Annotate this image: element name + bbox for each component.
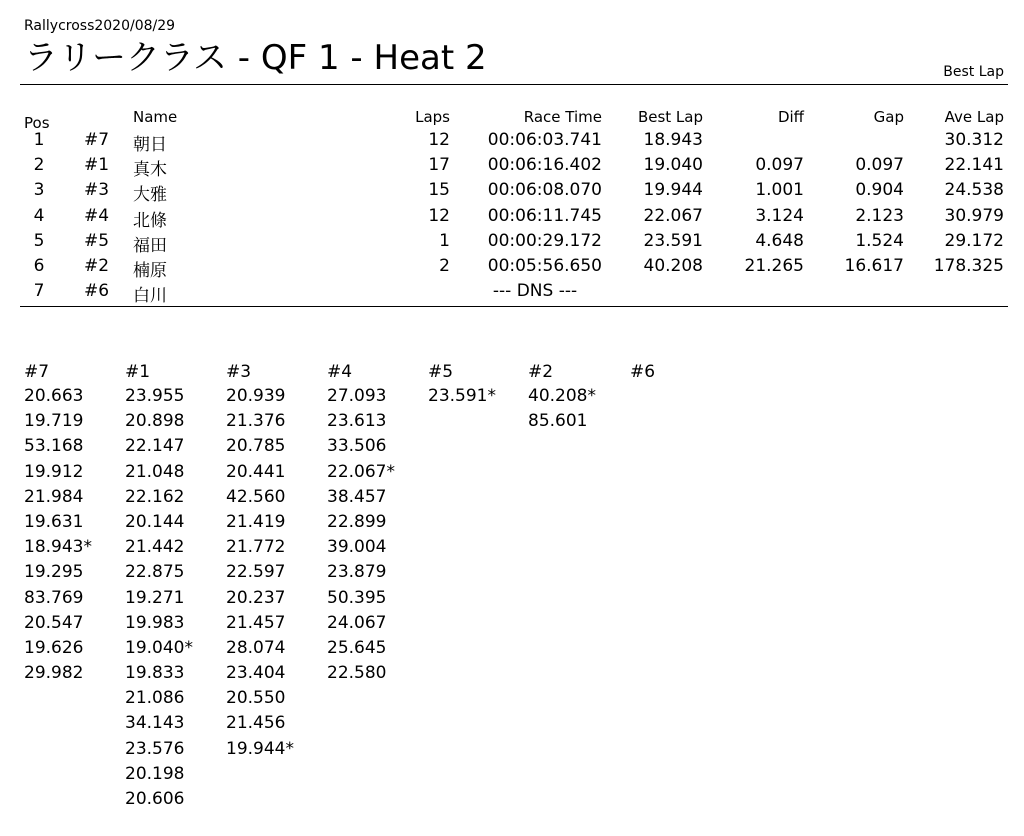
lap-time: 20.547 — [24, 612, 84, 633]
lap-column-car-number: #4 — [327, 362, 353, 382]
lap-time: 20.144 — [125, 511, 185, 532]
best-lap-cell: 18.943 — [643, 130, 703, 150]
laps-cell: 2 — [439, 256, 450, 276]
car-number-cell: #5 — [84, 230, 110, 251]
diff-cell: 21.265 — [744, 256, 804, 276]
gap-cell: 1.524 — [855, 230, 904, 251]
pos-cell: 4 — [33, 205, 45, 226]
lap-time: 83.769 — [24, 587, 84, 608]
driver-name-cell: 大雅 — [133, 185, 167, 206]
result-row — [0, 130, 1024, 155]
lap-time: 22.899 — [327, 511, 387, 532]
laps-cell: 15 — [428, 180, 450, 201]
car-number-cell: #6 — [84, 281, 110, 302]
car-number-cell: #1 — [84, 155, 110, 176]
lap-time: 19.912 — [24, 461, 84, 482]
result-row — [0, 281, 1024, 306]
lap-time: 50.395 — [327, 587, 387, 608]
lap-column — [630, 360, 655, 384]
lap-column — [428, 360, 496, 409]
lap-time: 21.086 — [125, 688, 185, 709]
lap-time: 20.898 — [125, 411, 185, 432]
race-time-cell: --- DNS --- — [492, 281, 578, 302]
lap-column-car-number: #6 — [630, 362, 656, 382]
lap-time: 19.833 — [125, 663, 185, 684]
ave-lap-cell: 178.325 — [933, 256, 1004, 276]
lap-time: 20.939 — [226, 386, 286, 406]
driver-name-cell: 福田 — [133, 235, 167, 256]
lap-time: 33.506 — [327, 436, 387, 457]
pos-cell: 1 — [33, 130, 45, 150]
lap-column-car-number: #2 — [528, 362, 554, 382]
best-lap-cell: 40.208 — [643, 256, 703, 276]
diff-cell: 4.648 — [755, 230, 804, 251]
lap-time: 19.626 — [24, 637, 84, 658]
lap-time: 53.168 — [24, 436, 84, 457]
race-time-cell: 00:05:56.650 — [487, 256, 602, 276]
lap-time: 24.067 — [327, 612, 387, 633]
lap-time: 38.457 — [327, 486, 387, 507]
column-header-gap: Gap — [873, 108, 904, 126]
lap-time: 22.580 — [327, 663, 387, 684]
lap-time: 21.984 — [24, 486, 84, 507]
car-number-cell: #2 — [84, 256, 110, 276]
driver-name-cell: 朝日 — [133, 135, 167, 155]
lap-time: 21.048 — [125, 461, 185, 482]
gap-cell: 0.097 — [855, 155, 904, 176]
lap-time: 34.143 — [125, 713, 185, 734]
race-time-cell: 00:00:29.172 — [487, 230, 602, 251]
lap-time: 23.613 — [327, 411, 387, 432]
race-time-cell: 00:06:16.402 — [487, 155, 602, 176]
page-title: ラリークラス - QF 1 - Heat 2 — [24, 38, 487, 78]
lap-time: 20.198 — [125, 763, 185, 784]
pos-cell: 7 — [33, 281, 45, 302]
driver-name-cell: 楠原 — [133, 261, 167, 281]
lap-column — [24, 360, 92, 686]
best-lap-cell: 19.040 — [643, 155, 703, 176]
laps-cell: 12 — [428, 205, 450, 226]
lap-time: 23.591* — [428, 386, 496, 406]
ave-lap-cell: 30.979 — [944, 205, 1004, 226]
column-header-race-time: Race Time — [523, 108, 602, 126]
column-header-pos: Pos — [24, 114, 50, 132]
lap-column — [125, 360, 193, 812]
lap-time: 20.550 — [226, 688, 286, 709]
car-number-cell: #3 — [84, 180, 110, 201]
lap-time: 27.093 — [327, 386, 387, 406]
lap-time: 42.560 — [226, 486, 286, 507]
lap-column-car-number: #3 — [226, 362, 252, 382]
best-lap-label: Best Lap — [943, 64, 1004, 80]
driver-name-cell: 白川 — [133, 286, 167, 307]
lap-time: 39.004 — [327, 537, 387, 558]
lap-time: 23.576 — [125, 738, 185, 759]
laps-cell: 1 — [439, 230, 450, 251]
lap-time: 19.944* — [226, 738, 294, 759]
diff-cell: 3.124 — [755, 205, 804, 226]
pos-cell: 5 — [33, 230, 45, 251]
lap-time: 19.040* — [125, 637, 193, 658]
lap-time: 19.631 — [24, 511, 84, 532]
ave-lap-cell: 29.172 — [944, 230, 1004, 251]
lap-time: 20.606 — [125, 789, 185, 809]
lap-time: 21.419 — [226, 511, 286, 532]
pos-cell: 6 — [33, 256, 45, 276]
race-time-cell: 00:06:11.745 — [487, 205, 602, 226]
lap-time: 20.237 — [226, 587, 286, 608]
driver-name-cell: 真木 — [133, 160, 167, 181]
lap-time: 28.074 — [226, 637, 286, 658]
top-divider — [20, 84, 1008, 85]
lap-time: 22.875 — [125, 562, 185, 583]
best-lap-cell: 19.944 — [643, 180, 703, 201]
lap-time: 21.457 — [226, 612, 286, 633]
column-header-laps: Laps — [415, 108, 450, 126]
gap-cell: 2.123 — [855, 205, 904, 226]
lap-time: 22.597 — [226, 562, 286, 583]
result-row — [0, 231, 1024, 256]
race-time-cell: 00:06:03.741 — [487, 130, 602, 150]
lap-time: 19.983 — [125, 612, 185, 633]
lap-time: 21.772 — [226, 537, 286, 558]
lap-time: 21.376 — [226, 411, 286, 432]
column-header-diff: Diff — [777, 108, 804, 126]
result-row — [0, 180, 1024, 205]
result-row — [0, 206, 1024, 231]
car-number-cell: #7 — [84, 130, 110, 150]
best-lap-cell: 22.067 — [643, 205, 703, 226]
lap-time: 22.147 — [125, 436, 185, 457]
lap-time: 25.645 — [327, 637, 387, 658]
lap-time: 22.067* — [327, 461, 395, 482]
lap-column — [327, 360, 395, 686]
column-header-best-lap: Best Lap — [637, 108, 703, 126]
lap-time: 18.943* — [24, 537, 92, 558]
lap-time: 20.663 — [24, 386, 84, 406]
best-lap-cell: 23.591 — [643, 230, 703, 251]
gap-cell: 0.904 — [855, 180, 904, 201]
bottom-divider — [20, 306, 1008, 307]
lap-time: 19.295 — [24, 562, 84, 583]
lap-time: 21.456 — [226, 713, 286, 734]
lap-time: 23.879 — [327, 562, 387, 583]
lap-column — [226, 360, 294, 762]
lap-column — [528, 360, 596, 434]
ave-lap-cell: 30.312 — [944, 130, 1004, 150]
result-row — [0, 256, 1024, 281]
lap-time: 29.982 — [24, 663, 84, 684]
race-time-cell: 00:06:08.070 — [487, 180, 602, 201]
pos-cell: 2 — [33, 155, 45, 176]
ave-lap-cell: 24.538 — [944, 180, 1004, 201]
lap-column-car-number: #7 — [24, 362, 50, 382]
pos-cell: 3 — [33, 180, 45, 201]
driver-name-cell: 北條 — [133, 210, 167, 231]
laps-cell: 12 — [428, 130, 450, 150]
column-header-name: Name — [133, 108, 178, 126]
lap-time: 19.271 — [125, 587, 185, 608]
lap-time: 20.441 — [226, 461, 286, 482]
lap-time: 22.162 — [125, 486, 185, 507]
lap-time: 40.208* — [528, 386, 596, 406]
car-number-cell: #4 — [84, 205, 110, 226]
lap-time: 21.442 — [125, 537, 185, 558]
diff-cell: 1.001 — [755, 180, 804, 201]
lap-time: 19.719 — [24, 411, 84, 432]
diff-cell: 0.097 — [755, 155, 804, 176]
laps-cell: 17 — [428, 155, 450, 176]
lap-column-car-number: #5 — [428, 362, 454, 382]
column-header-ave-lap: Ave Lap — [944, 108, 1004, 126]
lap-time: 20.785 — [226, 436, 286, 457]
lap-column-car-number: #1 — [125, 362, 151, 382]
lap-time: 23.955 — [125, 386, 185, 406]
event-subtitle: Rallycross2020/08/29 — [24, 18, 176, 34]
ave-lap-cell: 22.141 — [944, 155, 1004, 176]
lap-time: 85.601 — [528, 411, 588, 432]
lap-time: 23.404 — [226, 663, 286, 684]
gap-cell: 16.617 — [844, 256, 904, 276]
result-row — [0, 155, 1024, 180]
